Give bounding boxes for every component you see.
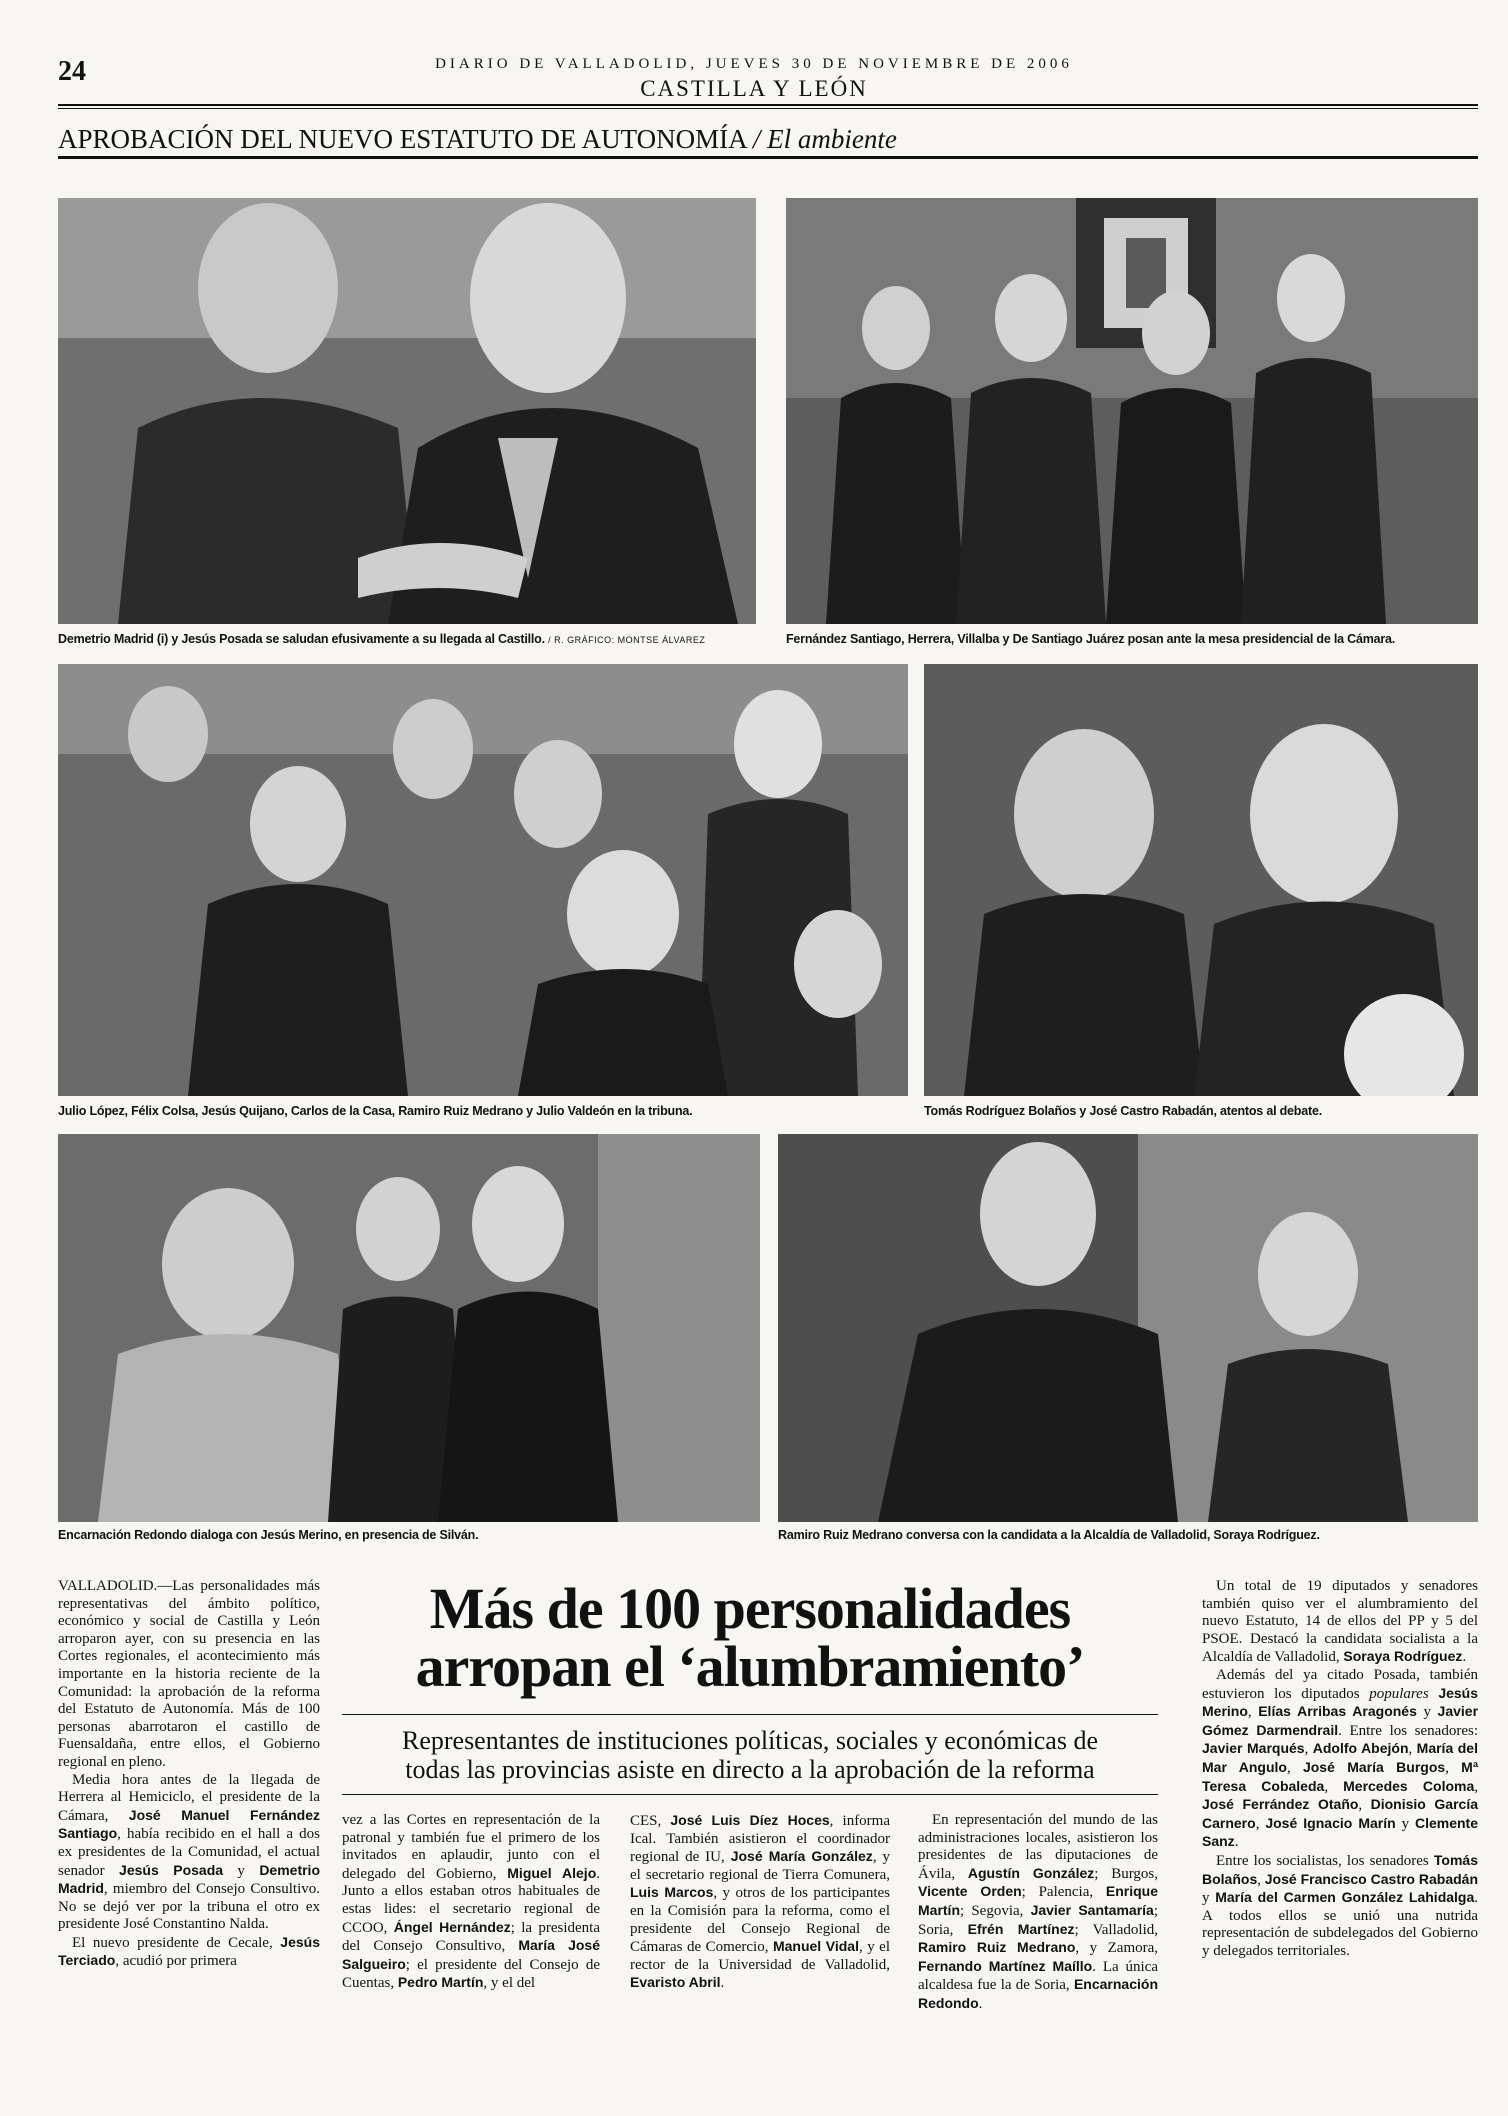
photo-caption bbox=[58, 1528, 478, 1542]
headline-line: arropan el ‘alumbramiento’ bbox=[415, 1634, 1085, 1699]
section-title bbox=[58, 124, 897, 155]
article-headline bbox=[340, 1576, 1160, 1699]
article-subhead bbox=[340, 1726, 1160, 1784]
photo-caption bbox=[786, 632, 1395, 646]
photo-caption-text: Ramiro Ruiz Medrano conversa con la candidata a la Alcaldía de Valladolid, Soraya Rodríguez. bbox=[778, 1528, 1320, 1542]
section-name: CASTILLA Y LEÓN bbox=[640, 76, 868, 101]
photo-bolanos-castro bbox=[924, 664, 1478, 1096]
article-column-4: En representación del mundo de las administraciones locales, asistieron los presidentes de las diputaciones de Ávila, Agustín González; Burgos, Vicente Orden; Palencia, Enrique Martín; Segovia, Javier Santamaría; Soria, Efrén Martínez; Valladolid, Ramiro Ruiz Medrano, y Zamora, Fernando Martínez Maíllo. La única alcaldesa fue la de Soria, Encarnación Redondo. bbox=[918, 1812, 1159, 2012]
subhead-line: Representantes de instituciones políticas, sociales y económicas de bbox=[401, 1726, 1099, 1755]
photo-caption-text: Tomás Rodríguez Bolaños y José Castro Rabadán, atentos al debate. bbox=[924, 1104, 1322, 1118]
section-title-text: APROBACIÓN DEL NUEVO ESTATUTO DE AUTONOMÍA bbox=[58, 124, 747, 154]
header-rule-thin bbox=[58, 108, 1478, 109]
dateline: DIARIO DE VALLADOLID, JUEVES 30 DE NOVIEMBRE DE 2006 bbox=[435, 56, 1073, 72]
photo-caption-text: Fernández Santiago, Herrera, Villalba y De Santiago Juárez posan ante la mesa presidencial de la Cámara. bbox=[786, 632, 1396, 646]
subhead-line: todas las provincias asiste en directo a la aprobación de la reforma bbox=[405, 1755, 1095, 1784]
section-kicker: / El ambiente bbox=[752, 124, 897, 154]
photo-caption-text: Julio López, Félix Colsa, Jesús Quijano, Carlos de la Casa, Ramiro Ruiz Medrano y Julio Valdeón en la tribuna. bbox=[58, 1104, 693, 1118]
headline-line: Más de 100 personalidades bbox=[429, 1576, 1071, 1641]
article-column-5: Un total de 19 diputados y senadores también quiso ver el alumbramiento del nuevo Estatuto, 14 de ellos del PP y 5 del PSOE. Destacó la candidata socialista a la Alcaldía de Valladolid, Soraya Rodríguez. Además del ya citado Posada, también estuvieron los diputados populares Jesús Merino, Elías Arribas Aragonés y Javier Gómez Darmendrail. Entre los senadores: Javier Marqués, Adolfo Abejón, María del Mar Angulo, José María Burgos, Mª Teresa Cobaleda, Mercedes Coloma, José Ferrández Otaño, Dionisio García Carnero, José Ignacio Marín y Clemente Sanz. Entre los socialistas, los senadores Tomás Bolaños, José Francisco Castro Rabadán y María del Carmen González Lahidalga. A todos ellos se unió una nutrida representación de subdelegados del Gobierno y delegados territoriales. bbox=[1202, 1578, 1479, 1959]
header-rule bbox=[58, 104, 1478, 106]
subhead-rule-bottom bbox=[342, 1794, 1158, 1795]
section-rule bbox=[58, 156, 1478, 159]
photo-tribuna bbox=[58, 664, 908, 1096]
photo-madrid-posada bbox=[58, 198, 756, 624]
photo-caption-text: Encarnación Redondo dialoga con Jesús Merino, en presencia de Silván. bbox=[58, 1528, 479, 1542]
photo-caption bbox=[58, 632, 705, 646]
page-number: 24 bbox=[58, 56, 86, 87]
photo-mesa-presidencial bbox=[786, 198, 1478, 624]
photo-medrano-rodriguez bbox=[778, 1134, 1478, 1522]
photo-caption-text: Demetrio Madrid (i) y Jesús Posada se saludan efusivamente a su llegada al Castillo. bbox=[58, 632, 545, 646]
photo-caption bbox=[58, 1104, 692, 1118]
photo-caption bbox=[778, 1528, 1320, 1542]
article-column-1: VALLADOLID.—Las personalidades más representativas del ámbito político, económico y social de Castilla y León arroparon ayer, con su presencia en las Cortes regionales, el acontecimiento más importante en la historia reciente de la Comunidad: la aprobación de la reforma del Estatuto de Autonomía. Más de 100 personas abarrotaron el castillo de Fuensaldaña, entre ellos, el Gobierno regional en pleno. Media hora antes de la llegada de Herrera al Hemiciclo, el presidente de la Cámara, José Manuel Fernández Santiago, había recibido en el hall a dos ex presidentes de la Comunidad, el actual senador Jesús Posada y Demetrio Madrid, miembro del Consejo Consultivo. No se dejó ver por la tribuna el otro ex presidente José Constantino Nalda. El nuevo presidente de Cecale, Jesús Terciado, acudió por primera bbox=[58, 1578, 320, 1970]
article-column-3: CES, José Luis Díez Hoces, informa Ical. También asistieron el coordinador regional de IU, José María González, y el secretario regional de Tierra Comunera, Luis Marcos, y otros de los participantes en la Comisión para la reforma, como el presidente del Consejo Regional de Cámaras de Comercio, Manuel Vidal, y el rector de la Universidad de Valladolid, Evaristo Abril. bbox=[630, 1812, 891, 1992]
subhead-rule-top bbox=[342, 1714, 1158, 1715]
article-column-2: vez a las Cortes en representación de la patronal y también fue el primero de los invitados en aplaudir, junto con el delegado del Gobierno, Miguel Alejo. Junto a ellos estaban otros habituales de estas lides: el secretario regional de CCOO, Ángel Hernández; la presidenta del Consejo Consultivo, María José Salgueiro; el presidente del Consejo de Cuentas, Pedro Martín, y el del bbox=[342, 1812, 601, 1992]
photo-redondo-merino bbox=[58, 1134, 760, 1522]
photo-credit: / R. GRÁFICO: MONTSE ÁLVAREZ bbox=[548, 635, 706, 645]
photo-caption bbox=[924, 1104, 1322, 1118]
